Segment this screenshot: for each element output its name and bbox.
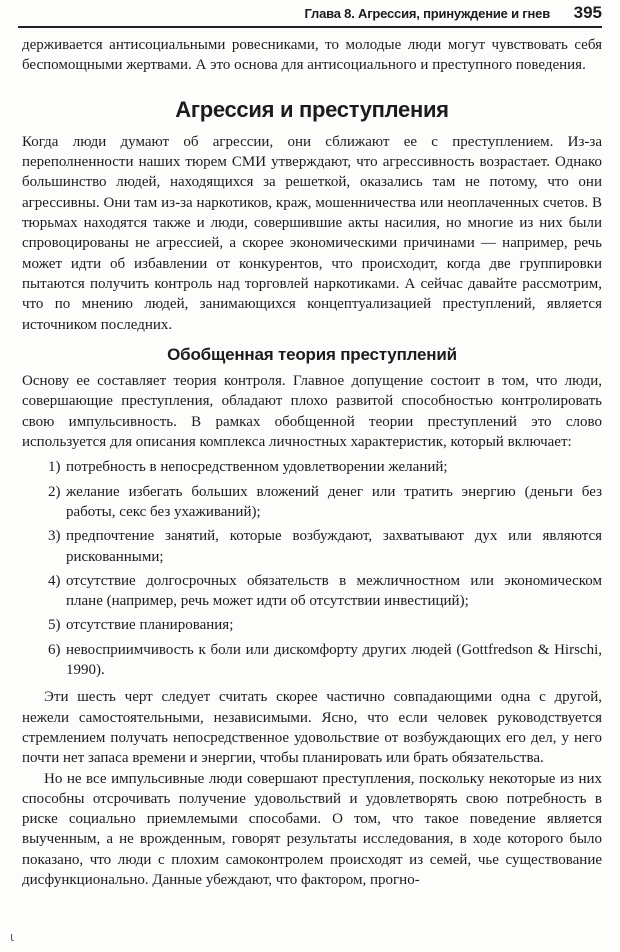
- list-item-text: отсутствие долгосрочных обязательств в межличностном или экономическом плане (например, речь может идти об отсутствии инвестиций);: [66, 572, 602, 610]
- list-item: [22, 640, 602, 681]
- list-item-text: желание избегать больших вложений денег или тратить энергию (деньги без работы, секс без ухаживаний);: [66, 483, 602, 520]
- list-item-text: невосприимчивость к боли или дискомфорту других людей (Gottfredson & Hirschi, 1990).: [66, 641, 602, 679]
- paragraph-after-list: Эти шесть черт следует считать скорее частично совпадающими одна с другой, нежели самостоятельными, независимыми. Ясно, что если человек руководствуется стремлением получать непосредственное удовольствие от возбуждающих его дел, у него почти нет запаса времени и энергии, чтобы планировать или брать обязательства.: [22, 689, 602, 767]
- section-heading: Агрессия и преступления: [175, 96, 449, 122]
- subsection-heading: Обобщенная теория преступлений: [167, 344, 457, 364]
- list-item: [22, 526, 602, 567]
- intro-paragraph: держивается антисоциальными ровесниками, то молодые люди могут чувствовать себя беспомощными жертвами. А это основа для антисоциального и преступного поведения.: [22, 37, 602, 74]
- list-item-number: 4): [48, 572, 61, 589]
- list-item-number: 3): [48, 528, 61, 545]
- list-item: [22, 571, 602, 612]
- list-item: [22, 457, 602, 477]
- section-paragraph: Когда люди думают об агрессии, они сближают ее с преступлением. Из-за переполненности наших тюрем СМИ утверждают, что агрессивность возрастает. Однако большинство людей, находящихся за решеткой, оказались там не потому, что они агрессивны. Они там из-за наркотиков, краж, мошенничества или неоплаченных счетов. В тюрьмах находятся также и люди, совершившие акты насилия, но многие из них были спровоцированы не агрессией, а скорее экономическими причинами — например, речь может идти об избавлении от конкурентов, что происходит, когда две группировки пытаются получить контроль над торговлей наркотиками. А сейчас давайте рассмотрим, что по мнению людей, занимающихся концептуализацией преступлений, является источником последних.: [22, 133, 602, 333]
- list-item-number: 5): [48, 617, 61, 634]
- list-item-text: предпочтение занятий, которые возбуждают, захватывают дух или являются рискованными;: [66, 528, 602, 565]
- list-item-number: 2): [48, 483, 61, 500]
- list-item: [22, 615, 602, 635]
- subsection-paragraph: Основу ее составляет теория контроля. Главное допущение состоит в том, что люди, совершающие преступления, обладают плохо развитой способностью контролировать свою импульсивность. В рамках обобщенной теории преступлений это слово используется для описания комплекса личностных характеристик, который включает:: [22, 373, 602, 451]
- traits-list: [22, 457, 602, 680]
- list-item-number: 6): [48, 641, 61, 658]
- margin-mark: ι: [10, 930, 15, 944]
- list-item: [22, 482, 602, 523]
- page-number: 395: [573, 3, 602, 22]
- list-item-text: отсутствие планирования;: [66, 617, 234, 634]
- paragraph-after-list: Но не все импульсивные люди совершают преступления, поскольку некоторые из них способны отсрочивать получение удовольствий и удовлетворять свою потребность в риске социально приемлемыми способами. О том, что такое поведение является выученным, а не врожденным, говорят результаты исследования, в ходе которого было показано, что люди с плохим самоконтролем происходят из семей, чье существование дисфункционально. Данные убеждают, что фактором, прогно-: [22, 770, 602, 888]
- list-item-number: 1): [48, 459, 61, 476]
- list-item-text: потребность в непосредственном удовлетворении желаний;: [66, 459, 448, 476]
- page-body: [22, 35, 602, 890]
- running-head: [18, 3, 602, 28]
- chapter-title: Глава 8. Агрессия, принуждение и гнев: [304, 6, 550, 21]
